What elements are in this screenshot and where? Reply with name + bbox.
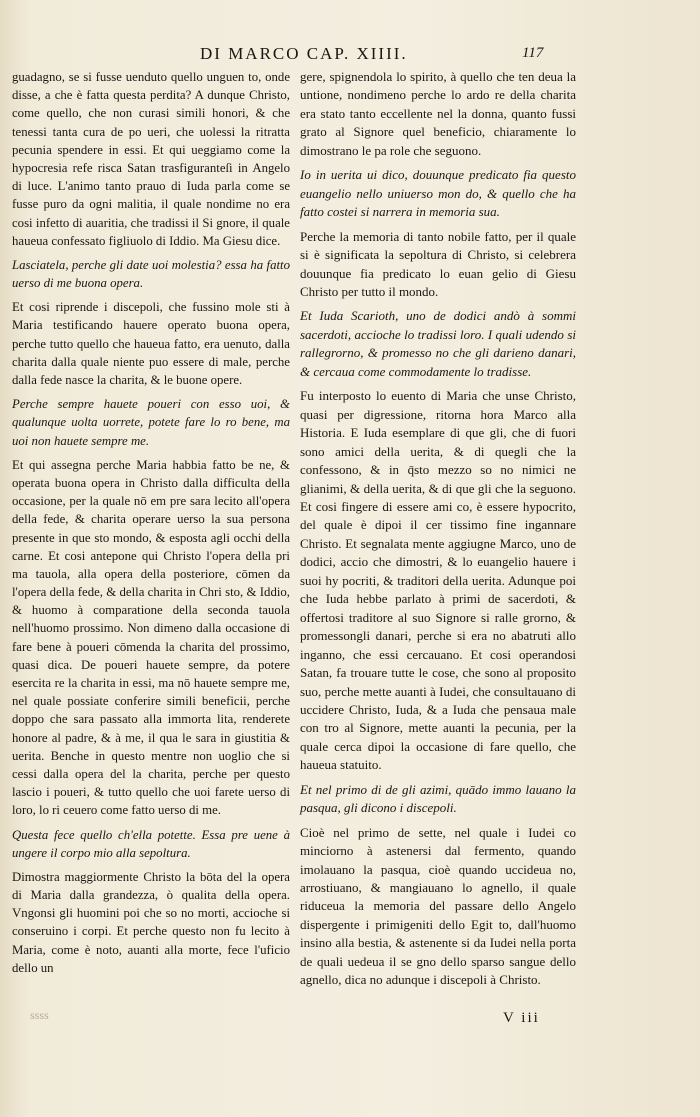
right-text-column	[300, 68, 576, 996]
scripture-lemma-paragraph: Et nel primo di de gli azimi, quādo immo lauano la pasqua, gli dicono i discepoli.	[300, 781, 576, 816]
commentary-paragraph: Cioè nel primo de sette, nel quale i Iudei co minciorno à astenersi dal fermento, quando imolauano la pasqua, cioè quando uccideua no, arrostiuano, & mangiauano lo agnello, il quale riduceua la memoria del passare dello Angelo dispergente i primigeniti dello Egit to, dall'huomo insino alla bestia, & astenente si da Iudei nella porta de quali uedeua il se gno dello sparso sangue dello agnello, dica no adunque i discepoli à Christo.	[300, 824, 576, 988]
commentary-paragraph: Perche la memoria di tanto nobile fatto, per il quale si è significata la sepoltura di Christo, si celebrera douunque fia predicato lo euan gelio di Giesu Christo per tutto il mondo.	[300, 228, 576, 299]
commentary-paragraph: Et cosi riprende i discepoli, che fussino mole sti à Maria testificando hauere operato buona opera, perche tutto quello che haueua fatto, era uenuto, dalla charita dalla quale niente puo essere di male, perche dalla fede nasce la charita, & le buone opere.	[12, 300, 290, 387]
folio-number: 117	[522, 45, 544, 61]
faint-bleed-mark: ssss	[30, 1008, 49, 1022]
signature-mark: V iii	[503, 1010, 540, 1026]
scripture-lemma-paragraph: Lasciatela, perche gli date uoi molestia? essa ha fatto uerso di me buona opera.	[12, 257, 290, 291]
page-header	[0, 44, 700, 66]
commentary-paragraph: Fu interposto lo euento di Maria che unse Christo, quasi per digressione, ritorna hora Marco alla Historia. E Iuda esemplare di que gli, che di fuori sono amici della uerita, & di quegli che la confessono, & in q̄sto mezzo so no nimici ne glianimi, & della uerita, & di que gli che la seguono. Et cosi fingere di essere ami co, è essere hypocrito, del quale è dipoi il cer tissimo fine ingannare Christo. Et segnalata mente aggiugne Marco, uno de dodici, accio che dimostri, & lo euangelio hauere i suoi hy pocriti, & traditori della uerita. Adunque poi che Iuda hebbe parlato à primi de sacerdoti, & offertosi traditore al suo Signore si ralle grorno, & promessongli danari, perche si era no abatruti allo inganno, che essi cercauano. Et cosi operandosi Satan, fa trouare tutte le cose, che sono al proposito suo, perche mette auanti à Iudei, che consultauano di uccidere Christo, Iuda, & a Iuda che pensaua male con tro al Signore, mette auanti la pecunia, per la quale cerca dipoi la occasione di fare quello, che haueua statuito.	[300, 388, 576, 773]
commentary-paragraph: Dimostra maggiormente Christo la bōta del la opera di Maria dalla grandezza, ò qualita della opera. Vngonsi gli huomini poi che so no morti, accioche si conseruino i corpi. Et perche questo non fu lecito à Maria, come è noto, auanti alla morte, fece l'uficio dello un	[12, 869, 290, 975]
scripture-lemma-paragraph: Io in uerita ui dico, douunque predicato fia questo euangelio nello uniuerso mon do, & quello che ha fatto costei si narrera in memoria sua.	[300, 167, 576, 220]
commentary-paragraph: gere, spignendola lo spirito, à quello che ten deua la untione, nondimeno perche lo ardo re della charita era stato tanto eccellente nel la donna, quanto fussi grato al Signore quel beneficio, chiaramente lo dimostrano le pa role che seguono.	[300, 69, 576, 158]
running-head: DI MARCO CAP. XIIII.	[200, 44, 408, 63]
scripture-lemma-paragraph: Et Iuda Scarioth, uno de dodici andò à sommi sacerdoti, accioche lo tradissi loro. I quali udendo si rallegrorno, & promesso no che gli darieno danari, & cercaua come commodamente lo tradisse.	[300, 308, 576, 379]
scripture-lemma-paragraph: Questa fece quello ch'ella potette. Essa pre uene à ungere il corpo mio alla sepoltura.	[12, 827, 290, 860]
scripture-lemma-paragraph: Perche sempre hauete poueri con esso uoi, & qualunque uolta uorrete, potete fare lo ro bene, ma uoi non hauete sempre me.	[12, 397, 290, 448]
commentary-paragraph: Et qui assegna perche Maria habbia fatto be ne, & operata buona opera in Christo dalla difficulta della occasione, per la quale nō em pre sara lecito all'opera della fede, & charita operare uerso la sua persona presente in que sto mondo, & esposta agli occhi della carne. Et cosi antepone qui Christo l'opera della pri ma tauola, alla opera della posteriore, cōmen da l'opera della fede, & della charita in Chri sto, & Iddio, & huomo à comparatione della seconda tauola nell'huomo prossimo. Non dimeno dalla occasione di fare bene à poueri cōmenda la charita del prossimo, quasi dica. De poueri hauete sempre, da potere esercita re la charita in essi, ma nō hauete sempre me, nel quale possiate conferire simili beneficii, perche doppo che sara passato alla immorta lita, renderete honore al padre, & à me, il qua le sara in giustitia & uerita. Benche in questo mentre non uoglio che si cessi dalla opera del la charita, perche per questo lascio i poueri, & tutto quello che uoi farete uerso di loro, lo ri ceuero come fatto uerso di me.	[12, 457, 290, 818]
commentary-paragraph: guadagno, se si fusse uenduto quello unguen to, onde disse, a che è fatta questa perdita? A dunque Christo, come quello, che non curasi simili honori, & che tenessi tanta cura de po ueri, che uolessi la ritratta pecunia spendere in essi. Et qui ueggiamo come la hypocresia refe risca Satan trasfiguranteſi in Angelo di luce. L'animo tanto prauo di Iuda parla come se fusse puro da ogni malitia, il quale nondime no era cosi infetto di auaritia, che tradissi il Si gnore, il quale haueua confessato figliuolo di Iddio. Ma Giesu dice.	[12, 70, 290, 248]
left-text-column	[12, 68, 290, 983]
